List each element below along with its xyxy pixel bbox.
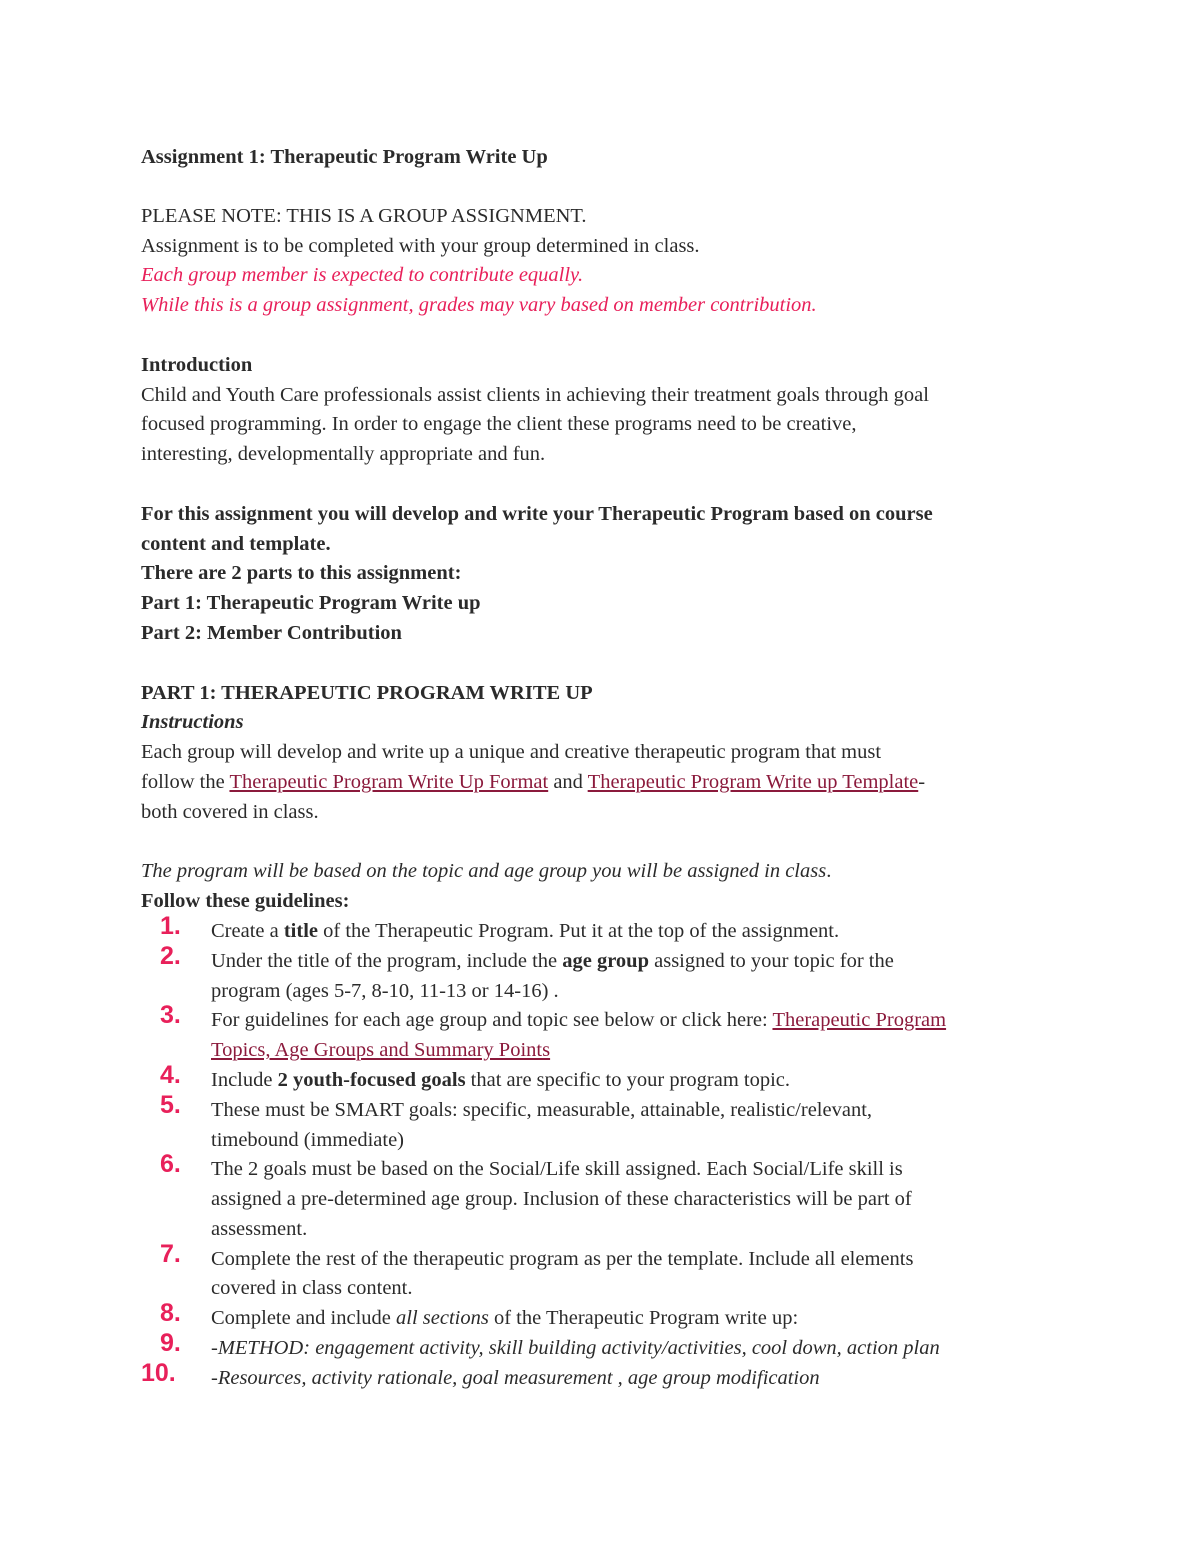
list-item-text: These must be SMART goals: specific, measurable, attainable, realistic/relevant,	[211, 1098, 873, 1121]
contribution-note: Each group member is expected to contribute equally.	[141, 264, 584, 287]
introduction-heading: Introduction	[141, 353, 253, 376]
list-item	[141, 1090, 1071, 1156]
spacer	[141, 649, 1071, 679]
text-fragment: title	[283, 919, 318, 942]
text-fragment: Under the title of the program, include the	[211, 949, 563, 972]
list-number: 2.	[160, 941, 181, 970]
part-1-heading: PART 1: THERAPEUTIC PROGRAM WRITE UP	[141, 681, 593, 704]
instructions-line: Each group will develop and write up a unique and creative therapeutic program that must	[141, 741, 882, 764]
list-number: 10.	[141, 1358, 176, 1387]
list-number: 5.	[160, 1090, 181, 1119]
list-number: 7.	[160, 1239, 181, 1268]
spacer	[141, 173, 1071, 202]
list-item	[141, 1329, 1071, 1364]
write-up-template-link[interactable]: Therapeutic Program Write up Template	[587, 770, 919, 793]
intro-line: interesting, developmentally appropriate and fun.	[141, 443, 546, 466]
list-item-text: The 2 goals must be based on the Social/Life skill assigned. Each Social/Life skill is	[211, 1158, 903, 1181]
text-fragment: of the Therapeutic Program write up:	[488, 1307, 799, 1330]
list-number: 9.	[160, 1329, 181, 1358]
list-item-text	[211, 917, 1071, 947]
write-up-format-link[interactable]: Therapeutic Program Write Up Format	[229, 770, 549, 793]
list-item-text: -Resources, activity rationale, goal measurement , age group modification	[211, 1366, 820, 1389]
text-fragment: age group	[562, 949, 649, 972]
group-instruction: Assignment is to be completed with your group determined in class.	[141, 234, 700, 257]
list-item	[141, 1358, 1071, 1394]
text-fragment: -	[918, 770, 926, 793]
topics-link[interactable]: Topics, Age Groups and Summary Points	[211, 1039, 551, 1062]
list-item-text	[211, 1036, 1071, 1066]
list-item-text: assigned a pre-determined age group. Inclusion of these characteristics will be part of	[211, 1188, 912, 1211]
part-2-label: Part 2: Member Contribution	[141, 621, 402, 644]
list-item-text: covered in class content.	[211, 1277, 413, 1300]
instructions-line	[141, 768, 1071, 798]
text-fragment: assigned to your topic for the	[649, 949, 894, 972]
text-fragment: Create a	[211, 919, 284, 942]
list-number: 3.	[160, 1001, 181, 1030]
spacer	[141, 828, 1071, 858]
program-note	[141, 857, 1071, 887]
assignment-title: Assignment 1: Therapeutic Program Write Up	[141, 146, 548, 168]
text-fragment: of the Therapeutic Program. Put it at the top of the assignment.	[318, 919, 840, 942]
instructions-line: both covered in class.	[141, 800, 319, 823]
list-number: 8.	[160, 1299, 181, 1328]
list-item-text: -METHOD: engagement activity, skill building activity/activities, cool down, action plan	[211, 1337, 940, 1360]
grading-note: While this is a group assignment, grades may vary based on member contribution.	[141, 294, 817, 317]
list-item-text: assessment.	[211, 1217, 308, 1240]
overview-line: For this assignment you will develop and write your Therapeutic Program based on course	[141, 502, 933, 525]
list-item-text	[211, 1304, 1071, 1334]
text-fragment: that are specific to your program topic.	[465, 1068, 791, 1091]
text-fragment: For guidelines for each age group and topic see below or click here:	[211, 1009, 773, 1032]
guidelines-heading: Follow these guidelines:	[141, 890, 350, 913]
instructions-label: Instructions	[141, 711, 244, 734]
list-item	[141, 1299, 1071, 1334]
text-fragment: follow the	[141, 770, 230, 793]
list-item-text: timebound (immediate)	[211, 1128, 404, 1151]
text-fragment: and	[548, 770, 588, 793]
list-item	[141, 941, 1071, 1007]
spacer	[141, 321, 1071, 351]
program-note-text: The program will be based on the topic and age group you will be assigned in class	[141, 860, 827, 883]
list-item-text	[211, 947, 1071, 977]
text-fragment: Complete and include	[211, 1307, 397, 1330]
list-item	[141, 1060, 1071, 1096]
document-body	[141, 143, 1071, 1394]
list-item	[141, 1239, 1071, 1305]
list-item	[141, 1001, 1071, 1066]
list-item-text: program (ages 5-7, 8-10, 11-13 or 14-16) .	[211, 979, 559, 1002]
list-item	[141, 911, 1071, 947]
list-number: 4.	[160, 1060, 181, 1089]
intro-line: focused programming. In order to engage the client these programs need to be creative,	[141, 413, 857, 436]
text-fragment: all sections	[396, 1307, 489, 1330]
list-item-text	[211, 1006, 1071, 1036]
parts-heading: There are 2 parts to this assignment:	[141, 562, 462, 585]
list-item-text	[211, 1066, 1071, 1096]
list-number: 1.	[160, 911, 181, 940]
list-item	[141, 1150, 1071, 1244]
list-number: 6.	[160, 1150, 181, 1179]
text-fragment: .	[826, 860, 832, 883]
topics-link[interactable]: Therapeutic Program	[772, 1009, 947, 1032]
part-1-label: Part 1: Therapeutic Program Write up	[141, 592, 481, 615]
text-fragment: Include	[211, 1068, 278, 1091]
spacer	[141, 470, 1071, 500]
overview-line: content and template.	[141, 532, 331, 555]
text-fragment: 2 youth-focused goals	[277, 1068, 466, 1091]
intro-line: Child and Youth Care professionals assist clients in achieving their treatment goals through goal	[141, 383, 929, 406]
guidelines-list	[141, 911, 1071, 1394]
group-note: PLEASE NOTE: THIS IS A GROUP ASSIGNMENT.	[141, 204, 587, 227]
list-item-text: Complete the rest of the therapeutic program as per the template. Include all elements	[211, 1247, 914, 1270]
